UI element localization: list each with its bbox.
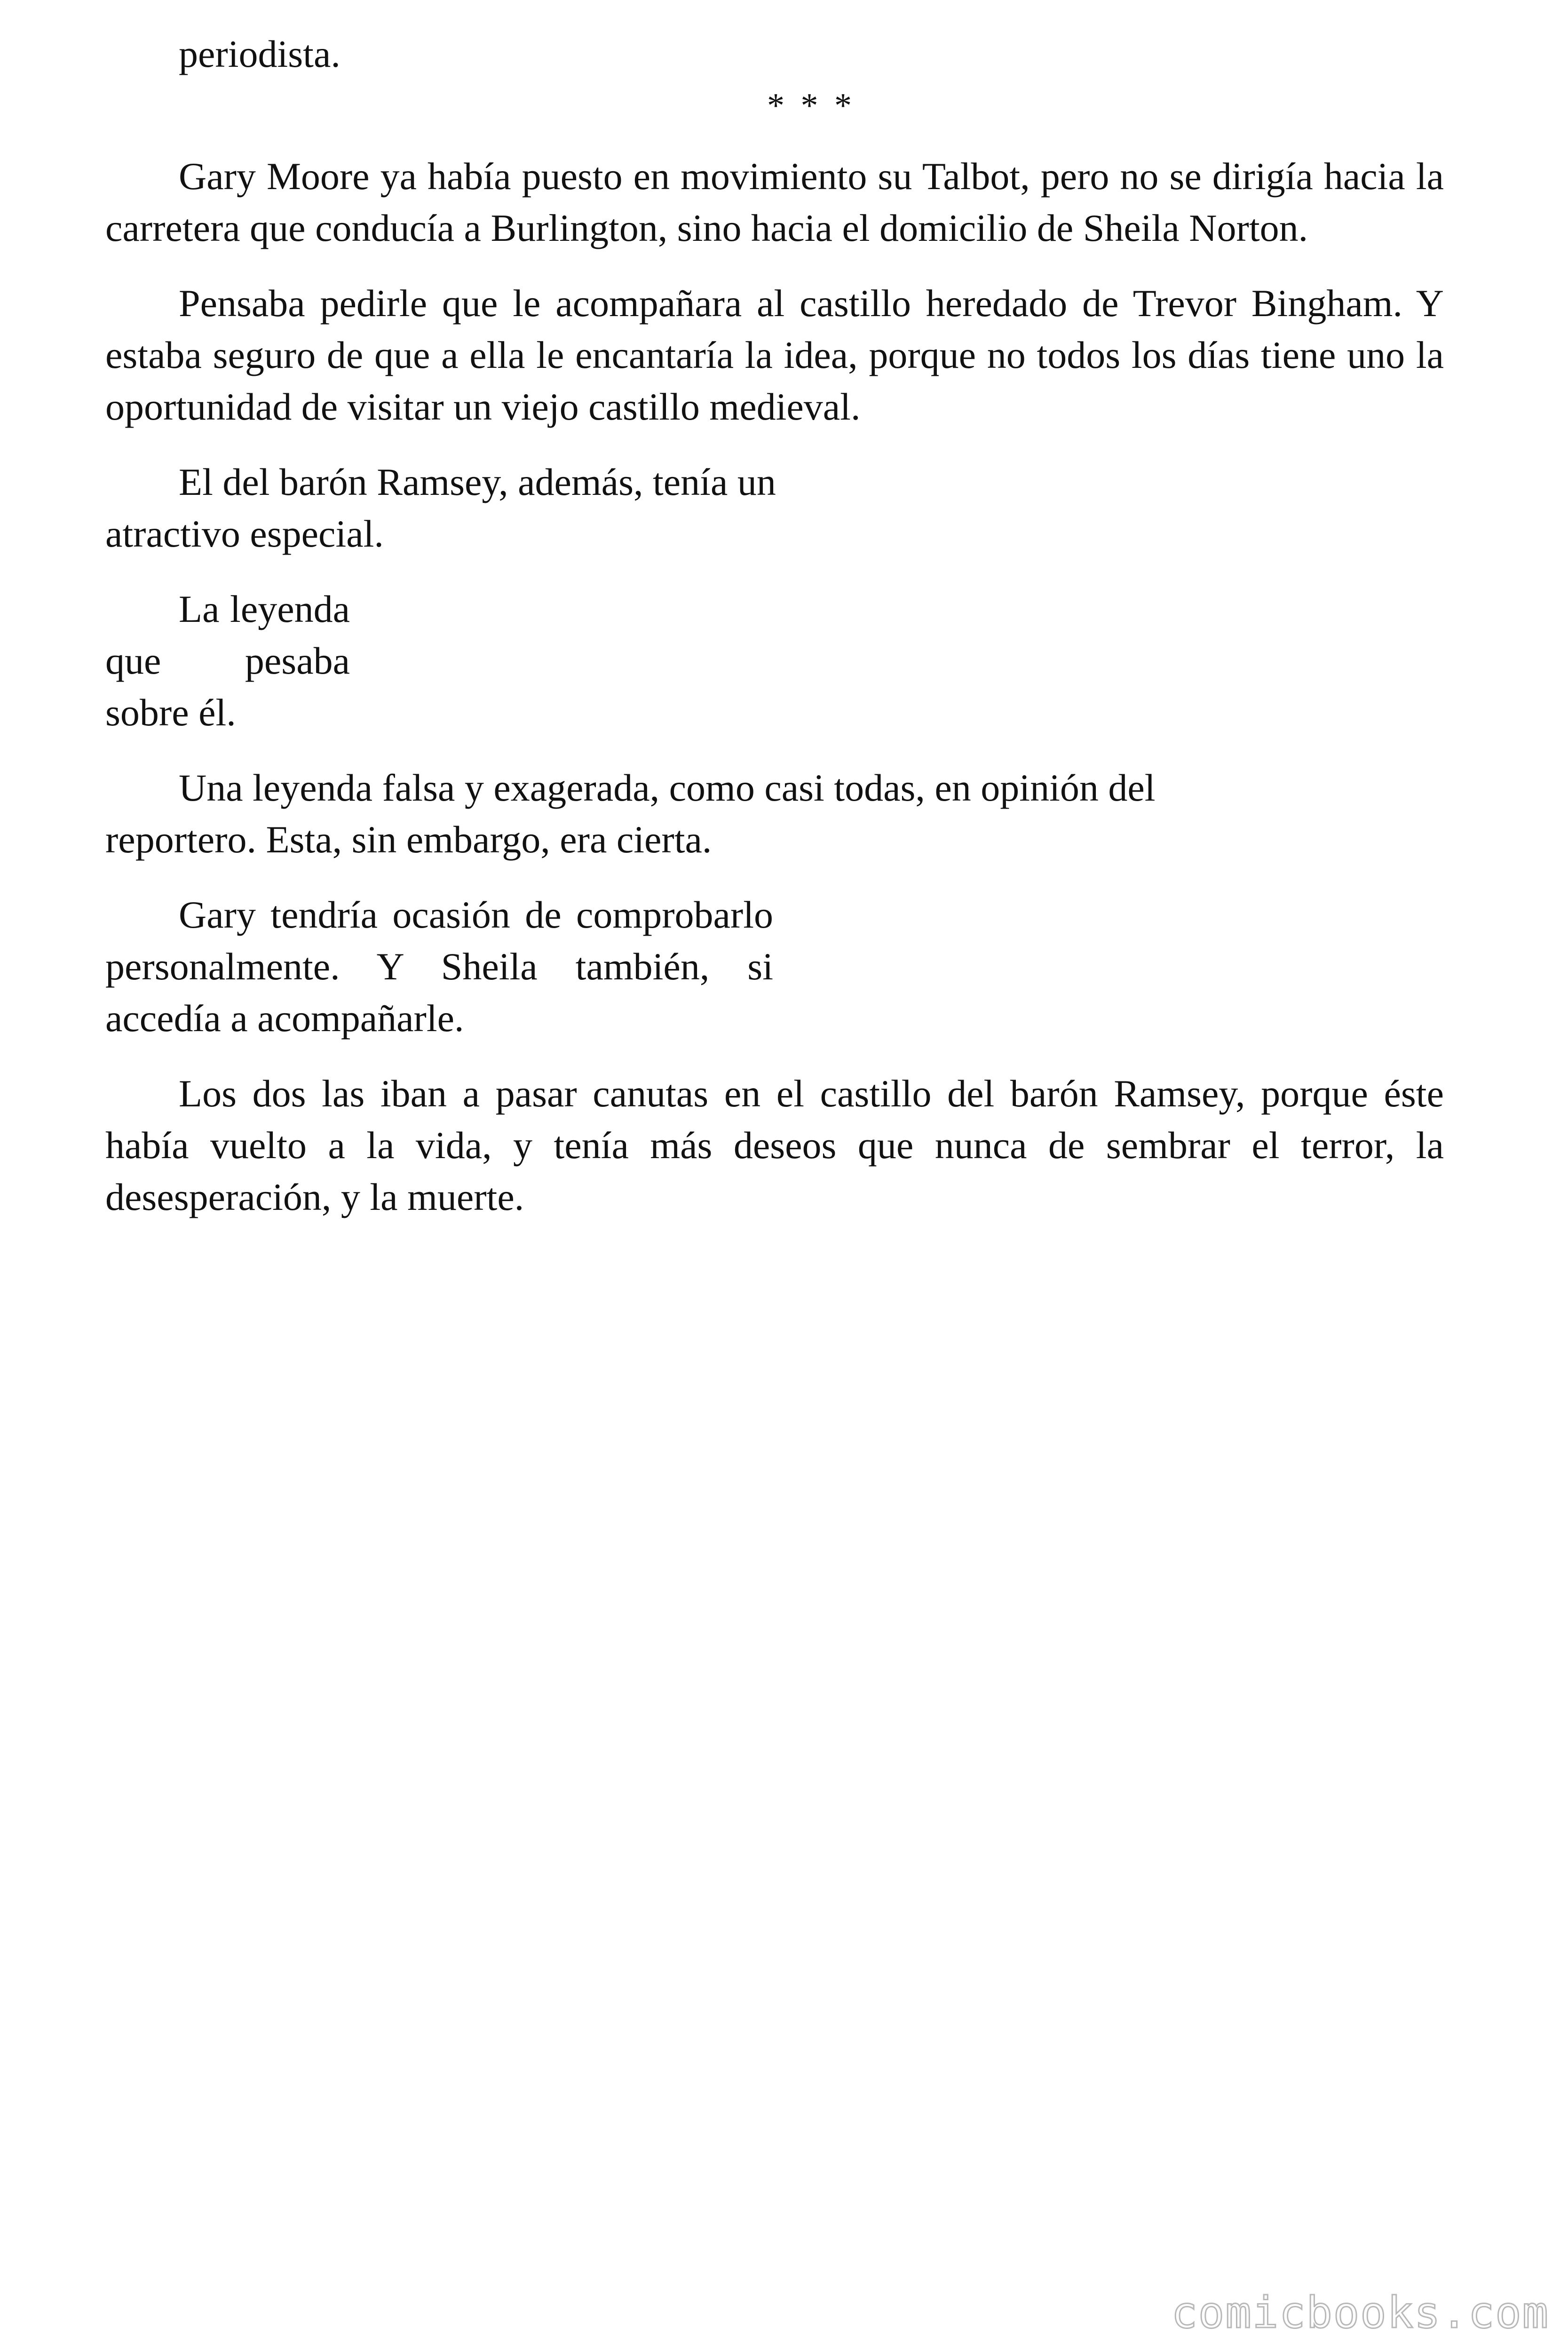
paragraph-4: La leyenda que pesaba sobre él.: [105, 588, 350, 734]
continuation-line: periodista.: [179, 32, 341, 75]
paragraph-5: Una leyenda falsa y exagerada, como casi todas, en opinión del reportero. Esta, sin embargo, era cierta.: [105, 766, 1156, 861]
watermark-logo: comicbooks.com: [1171, 2288, 1549, 2338]
paragraph-6: Gary tendría ocasión de comprobarlo personalmente. Y Sheila también, si accedía a acompañarle.: [105, 893, 773, 1040]
paragraph-7: Los dos las iban a pasar canutas en el castillo del barón Ramsey, porque éste había vuelto a la vida, y tenía más deseos que nunca de sembrar el terror, la desesperación, y la muerte.: [105, 1072, 1444, 1218]
section-separator: * * *: [767, 87, 855, 125]
paragraph-1: Gary Moore ya había puesto en movimiento su Talbot, pero no se dirigía hacia la carretera que conducía a Burlington, sino hacia el domicilio de Sheila Norton.: [105, 155, 1444, 249]
paragraph-2: Pensaba pedirle que le acompañara al castillo heredado de Trevor Bingham. Y estaba seguro de que a ella le encantaría la idea, porque no todos los días tiene uno la oportunidad de visitar un viejo castillo medieval.: [105, 282, 1444, 428]
paragraph-3: El del barón Ramsey, además, tenía un atractivo especial.: [105, 461, 776, 555]
page-body: [105, 28, 1444, 1247]
